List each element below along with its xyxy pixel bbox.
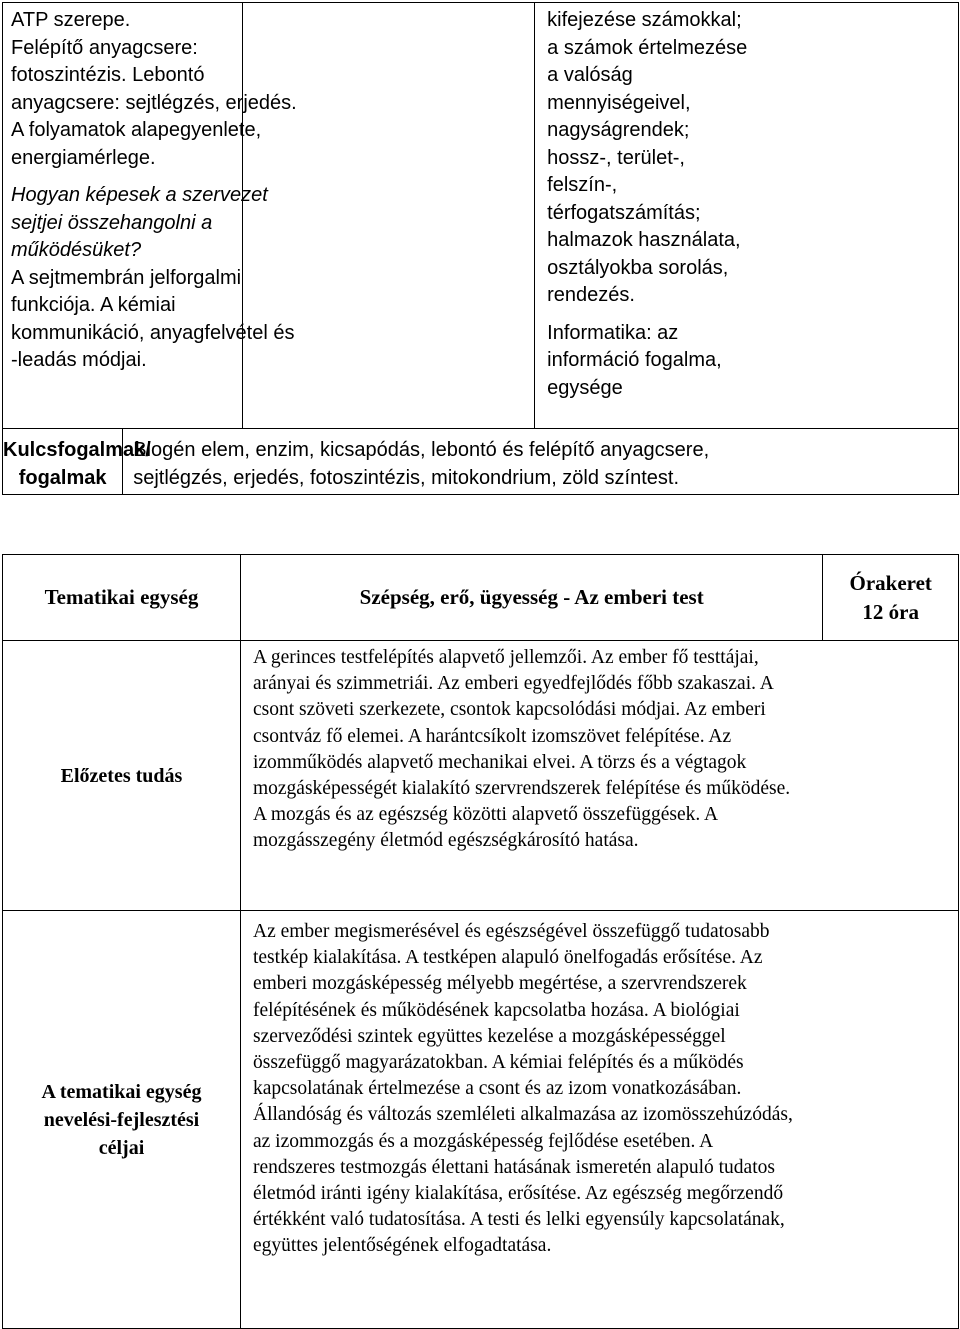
topic-line: ATP szerepe.	[11, 9, 131, 31]
key-concepts-label-cell	[3, 429, 151, 495]
connection-line: a valóság	[547, 64, 633, 86]
goals-cell	[240, 911, 958, 1329]
prior-knowledge-label: Előzetes tudás	[3, 641, 241, 911]
goal-line: felépítésének és működésének kapcsolatba hozása. A biológiai	[252, 999, 740, 1021]
topic-line: Felépítő anyagcsere:	[11, 36, 198, 59]
goal-line: összefüggő magyarázatokban. A kémiai felépítés és a működés	[252, 1052, 744, 1074]
prior-knowledge-cell	[240, 641, 958, 911]
content-row	[3, 3, 959, 429]
prior-line: mozgásképességét kialakító szervrendszerek felépítése és működése.	[252, 778, 791, 800]
goal-line: életmód iránti igény kialakítása, erősítése. Az egészség megőrzendő	[252, 1183, 784, 1205]
connection-line: mennyiségeivel,	[547, 91, 691, 114]
continuation-table	[2, 2, 959, 495]
goal-line: rendszeres testmozgás élettani hatásának ismeretén alapuló tudatos	[252, 1156, 775, 1178]
connection-line: felszín-,	[547, 174, 618, 196]
goals-row	[3, 911, 959, 1329]
topic-line: kommunikáció, anyagfelvétel és	[11, 321, 295, 344]
connection-line: kifejezése számokkal;	[547, 9, 742, 31]
topic-line: funkciója. A kémiai	[11, 294, 176, 316]
topic-line: A folyamatok alapegyenlete,	[11, 119, 262, 141]
topics-cell	[3, 3, 297, 429]
informatika-line: Informatika: az	[547, 321, 679, 344]
prior-line: A gerinces testfelépítés alapvető jellemzői. Az ember fő testtájai,	[252, 647, 759, 668]
unit-title: Szépség, erő, ügyesség - Az emberi test	[240, 555, 822, 641]
goals-label-line: nevelési-fejlesztési	[43, 1108, 200, 1131]
key-concepts-line: sejtlégzés, erjedés, fotoszintézis, mitokondrium, zöld színtest.	[133, 467, 680, 489]
key-concepts-line: Biogén elem, enzim, kicsapódás, lebontó és felépítő anyagcsere,	[133, 439, 710, 461]
goals-label-line: A tematikai egység	[41, 1080, 202, 1103]
goal-line: együttes jelentőségének elfogadtatása.	[252, 1235, 552, 1257]
key-concepts-label-line: Kulcsfogalmak/	[3, 439, 151, 461]
unit-header-row	[3, 555, 959, 641]
connection-line: hossz-, terület-,	[547, 146, 685, 169]
prior-line: arányai és szimmetriái. Az emberi egyedfejlődés főbb szakaszai. A	[252, 673, 774, 695]
connection-line: a számok értelmezése	[547, 36, 748, 59]
goals-label	[3, 911, 241, 1329]
prior-knowledge-text	[241, 641, 958, 855]
unit-header-label: Tematikai egység	[3, 555, 241, 641]
informatika-line: információ fogalma,	[547, 349, 722, 371]
key-concepts-label-line: fogalmak	[18, 467, 107, 489]
hours-label: Órakeret	[849, 570, 932, 595]
topics-text	[3, 3, 297, 375]
goals-text	[241, 911, 958, 1260]
prior-line: mozgásszegény életmód egészségkárosító hatása.	[252, 830, 639, 852]
goal-line: szerveződési szintek együttes kezelése a mozgásképességgel	[252, 1025, 726, 1047]
informatika-line: egysége	[547, 376, 623, 399]
empty-cell	[243, 3, 535, 429]
goal-line: Az ember megismerésével és egészségével összefüggő tudatosabb	[252, 921, 770, 942]
prior-line: A mozgás és az egészség közötti alapvető összefüggések. A	[252, 804, 719, 826]
thematic-unit-table	[2, 554, 959, 1329]
goal-line: kapcsolatának értelmezése a csont és az izom vonatkozásában.	[252, 1078, 742, 1100]
hours-cell	[823, 555, 959, 641]
question-line: sejtjei összehangolni a	[11, 211, 213, 234]
hours-value: 12 óra	[862, 599, 919, 624]
connection-line: nagyságrendek;	[547, 119, 690, 141]
goals-label-line: céljai	[98, 1136, 145, 1159]
topic-line: energiamérlege.	[11, 146, 156, 169]
connections-text	[535, 3, 958, 402]
question-line: működésüket?	[11, 239, 142, 261]
goal-line: Állandóság és változás szemléleti alkalmazása az izomösszehúzódás,	[252, 1104, 793, 1126]
connection-line: halmazok használata,	[547, 229, 741, 251]
goal-line: emberi mozgásképesség mélyebb megértése, a szervrendszerek	[252, 973, 747, 995]
connection-line: osztályokba sorolás,	[547, 256, 729, 279]
goal-line: az izommozgás és a mozgásképesség fejlődése esetében. A	[252, 1130, 714, 1152]
prior-line: csont szöveti szerkezete, csontok kapcsolódási módjai. Az emberi	[252, 699, 766, 721]
key-concepts-row	[3, 429, 959, 495]
question-line: Hogyan képesek a szervezet	[11, 184, 268, 206]
goal-line: értékként való tudatosítása. A testi és lelki egyensúly kapcsolatának,	[252, 1209, 785, 1231]
key-concepts-text	[123, 429, 958, 492]
prior-line: csontváz fő elemei. A harántcsíkolt izomszövet felépítése. Az	[252, 725, 732, 747]
topic-line: fotoszintézis. Lebontó	[11, 64, 205, 86]
prior-line: izomműködés alapvető mechanikai elvei. A törzs és a végtagok	[252, 751, 747, 773]
connection-line: rendezés.	[547, 284, 635, 306]
key-concepts-label	[3, 429, 151, 492]
topic-line: anyagcsere: sejtlégzés, erjedés.	[11, 91, 297, 114]
prior-knowledge-row	[3, 641, 959, 911]
topic-line: -leadás módjai.	[11, 349, 147, 371]
key-concepts-cell	[123, 429, 959, 495]
connections-cell	[535, 3, 959, 429]
goal-line: testkép kialakítása. A testképen alapuló önelfogadás erősítése. Az	[252, 947, 763, 969]
connection-line: térfogatszámítás;	[547, 201, 701, 224]
topic-line: A sejtmembrán jelforgalmi	[11, 266, 242, 289]
